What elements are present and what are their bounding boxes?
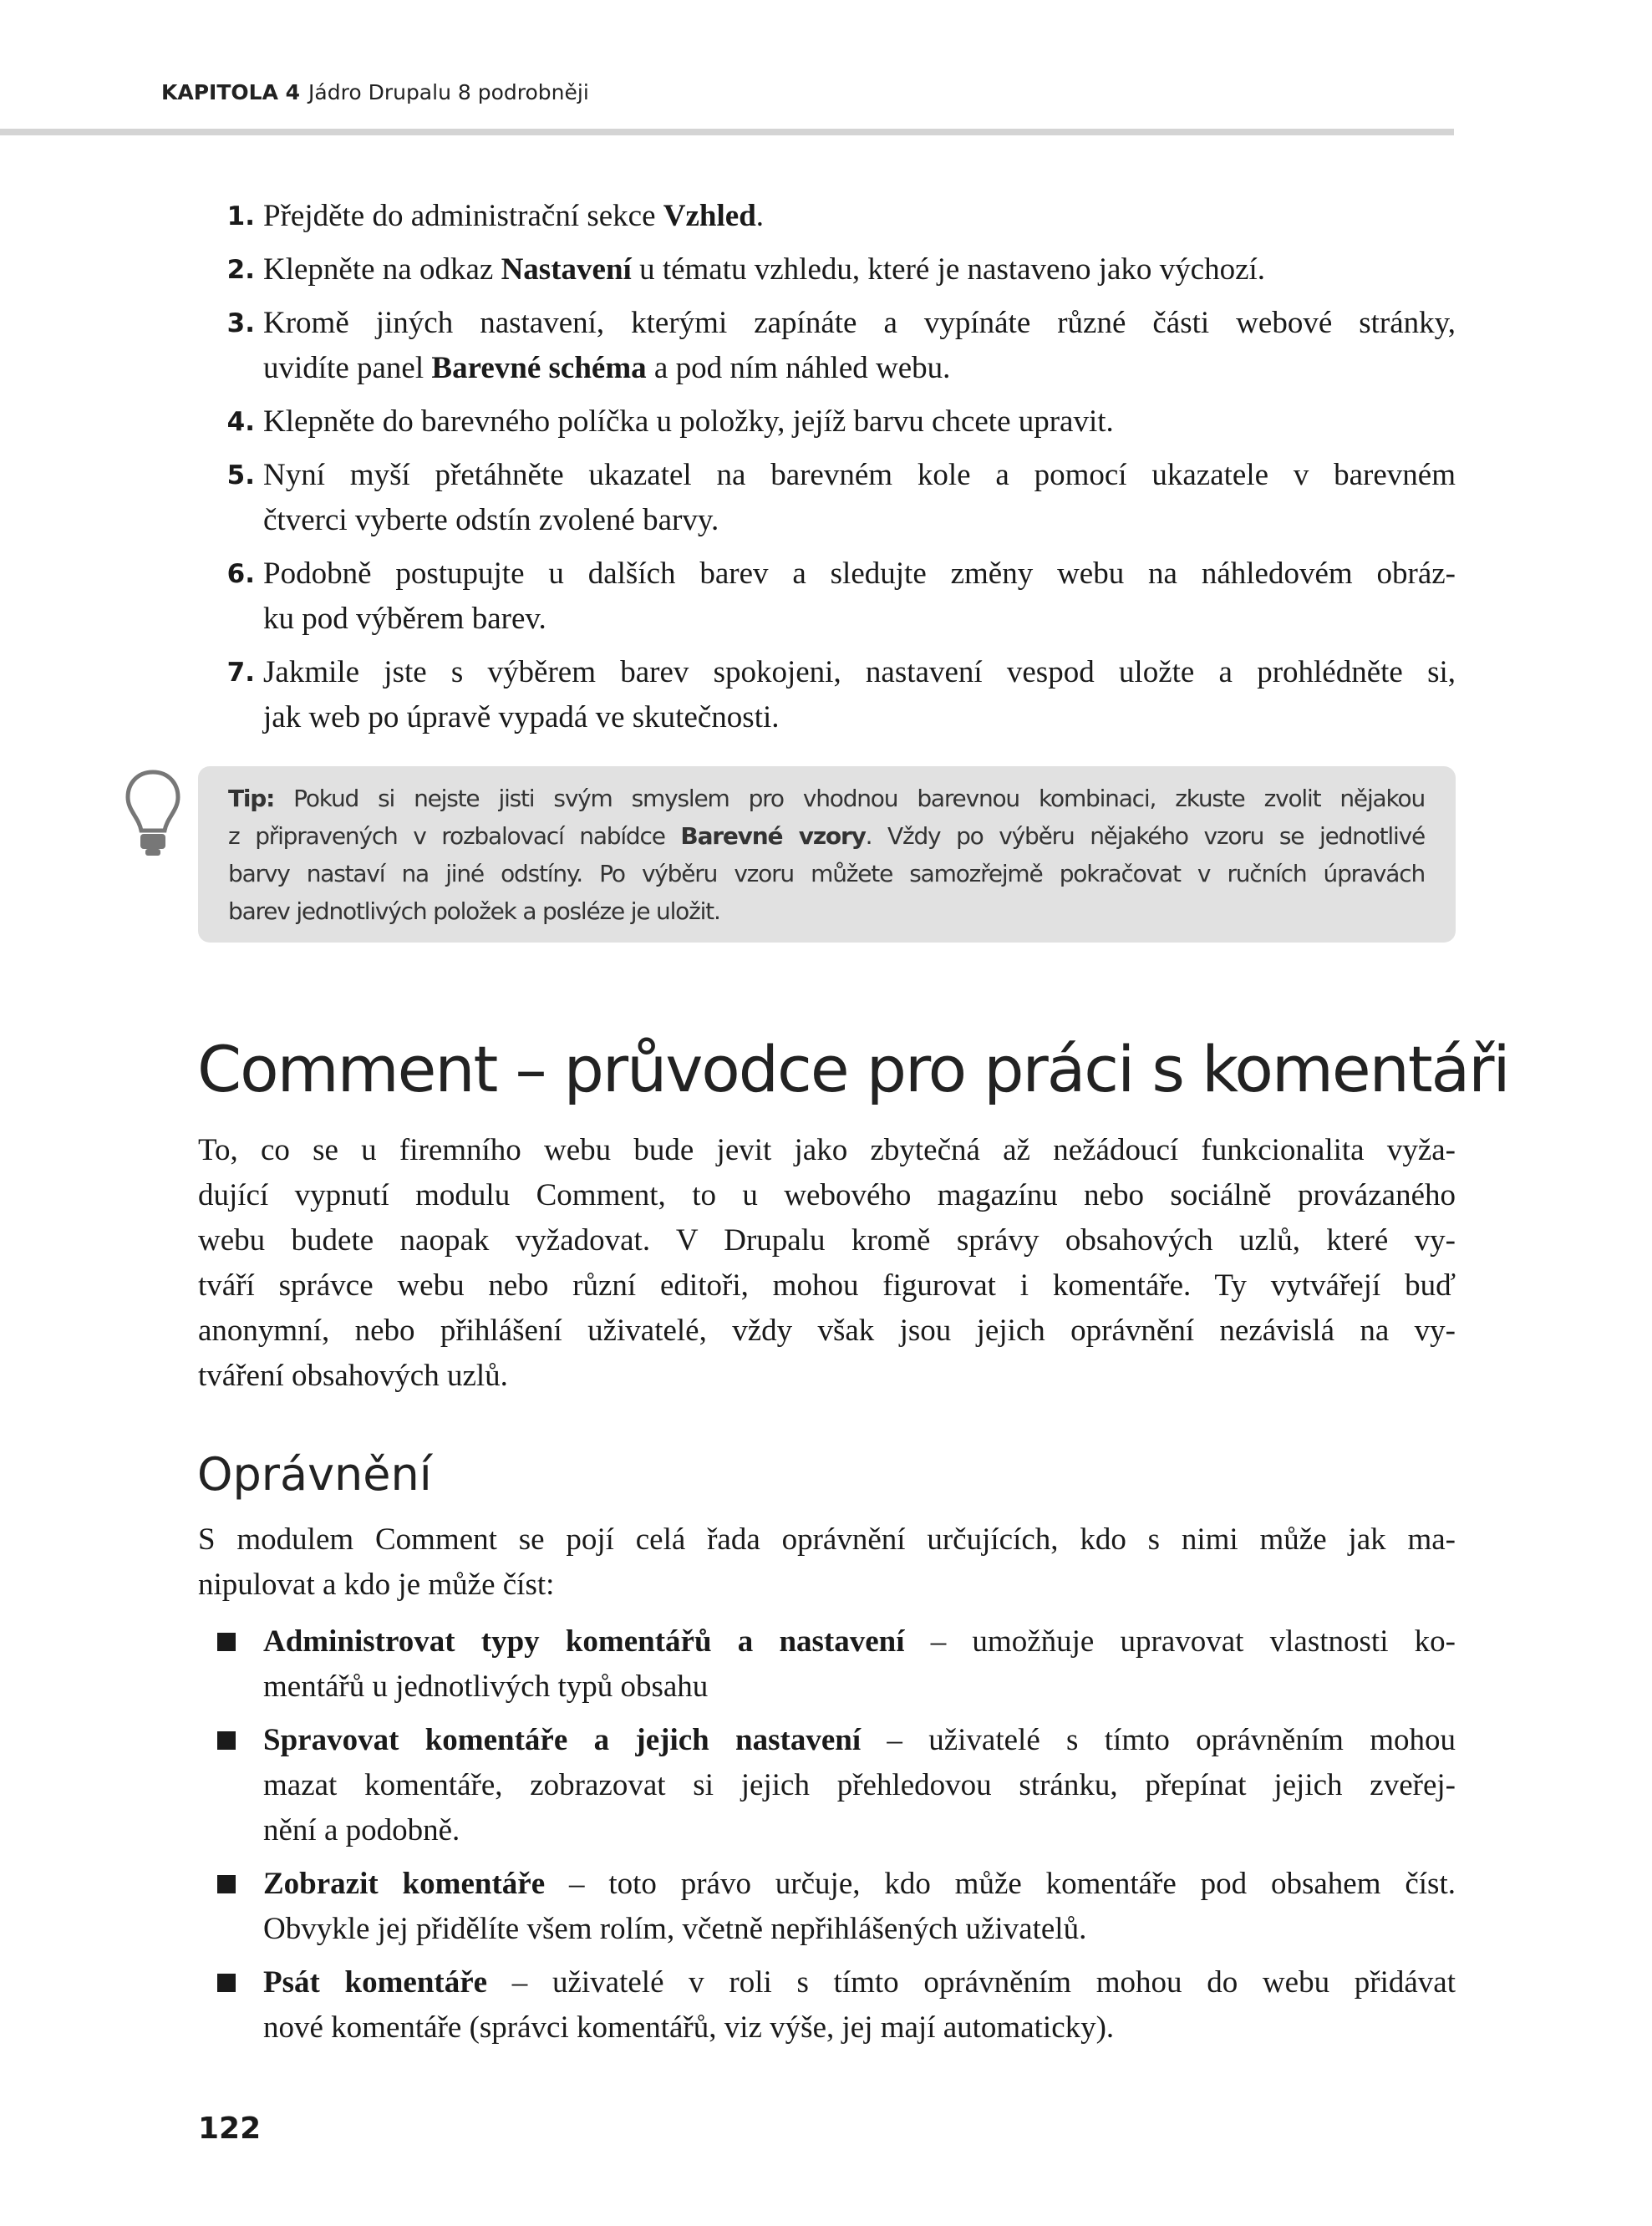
text-run: barvy nastaví na jiné odstíny. Po výběru vzoru můžete samozřejmě pokračovat v ručních úpravách — [228, 860, 1425, 887]
text-line: tváření obsahových uzlů. — [198, 1359, 508, 1393]
tip-box — [198, 766, 1456, 943]
list-item — [226, 194, 1456, 239]
step-number: 4. — [226, 407, 255, 437]
text-run: Kromě jiných nastavení, kterými zapínáte a vypínáte různé části webové stránky, — [263, 306, 1456, 340]
text-line: tváří správce webu nebo různí editoři, mohou figurovat i komentáře. Ty vytvářejí buď — [198, 1268, 1456, 1303]
bold-term: Administrovat typy komentářů a nastavení — [263, 1624, 905, 1659]
subsection-heading: Oprávnění — [197, 1448, 432, 1501]
text-run: . Vždy po výběru nějakého vzoru se jednotlivé — [865, 822, 1425, 850]
text-run: nění a podobně. — [263, 1813, 460, 1847]
text-line: S modulem Comment se pojí celá řada oprávnění určujících, kdo s nimi může jak ma- — [198, 1522, 1456, 1557]
text-line — [228, 780, 1425, 817]
text-line — [263, 399, 1456, 445]
text-run: Přejděte do administrační sekce — [263, 199, 663, 233]
permissions-list — [263, 1619, 1456, 2059]
text-run: . — [755, 199, 765, 233]
list-item — [226, 247, 1456, 292]
text-run: – toto právo určuje, kdo může komentáře pod obsahem číst. — [545, 1867, 1456, 1901]
square-bullet-icon — [217, 1731, 236, 1750]
list-item — [263, 1718, 1456, 1853]
text-run: barev jednotlivých položek a posléze je uložit. — [228, 897, 720, 925]
text-run: mazat komentáře, zobrazovat si jejich přehledovou stránku, přepínat jejich zveřej- — [263, 1768, 1456, 1802]
bold-term: Nastavení — [501, 252, 632, 287]
bold-term: Spravovat komentáře a jejich nastavení — [263, 1723, 862, 1757]
list-item — [226, 301, 1456, 391]
lightbulb-icon — [124, 769, 182, 861]
text-line — [263, 551, 1456, 597]
list-item — [226, 453, 1456, 543]
text-line: webu budete naopak vyžadovat. V Drupalu kromě správy obsahových uzlů, které vy- — [198, 1223, 1456, 1258]
running-header — [161, 80, 589, 104]
text-line — [263, 194, 1456, 239]
step-number: 1. — [226, 201, 255, 231]
step-number: 3. — [226, 308, 255, 338]
text-line — [263, 301, 1456, 346]
chapter-label: KAPITOLA 4 — [161, 80, 301, 104]
text-line — [263, 453, 1456, 498]
section-heading: Comment – průvodce pro práci s komentáři — [197, 1032, 1509, 1106]
text-line: nipulovat a kdo je může číst: — [198, 1568, 555, 1602]
bold-term: Tip: — [228, 785, 275, 812]
text-run: Klepněte do barevného políčka u položky, jejíž barvu chcete upravit. — [263, 404, 1114, 439]
text-run: ku pod výběrem barev. — [263, 602, 546, 636]
bold-term: Vzhled — [663, 199, 756, 233]
text-line — [263, 597, 1456, 642]
list-item — [263, 1862, 1456, 1952]
subsection-paragraph — [198, 1517, 1456, 1608]
list-item — [226, 650, 1456, 740]
square-bullet-icon — [217, 1875, 236, 1893]
text-line — [263, 1664, 1456, 1710]
text-line — [263, 2005, 1456, 2051]
header-rule — [0, 129, 1454, 135]
text-run: nové komentáře (správci komentářů, viz výše, jej mají automaticky). — [263, 2010, 1115, 2045]
text-line — [263, 1907, 1456, 1952]
text-run: – uživatelé s tímto oprávněním mohou — [861, 1723, 1456, 1757]
bold-term: Psát komentáře — [263, 1965, 488, 2000]
text-line: anonymní, nebo přihlášení uživatelé, vždy však jsou jejich oprávnění nezávislá na vy- — [198, 1314, 1456, 1348]
text-run: z připravených v rozbalovací nabídce — [228, 822, 681, 850]
text-line — [263, 346, 1456, 391]
section-paragraph — [198, 1128, 1456, 1399]
text-line — [263, 1960, 1456, 2005]
tip-text — [228, 780, 1425, 930]
text-line — [263, 1862, 1456, 1907]
text-run: – uživatelé v roli s tímto oprávněním mohou do webu přidávat — [487, 1965, 1456, 2000]
list-item — [226, 399, 1456, 445]
text-run: a pod ním náhled webu. — [646, 351, 951, 385]
list-item — [226, 551, 1456, 642]
text-line — [228, 892, 1425, 930]
text-line: To, co se u firemního webu bude jevit jako zbytečná až nežádoucí funkcionalita vyža- — [198, 1133, 1456, 1167]
text-line: dující vypnutí modulu Comment, to u webového magazínu nebo sociálně provázaného — [198, 1178, 1456, 1212]
text-line — [263, 650, 1456, 695]
text-run: Klepněte na odkaz — [263, 252, 501, 287]
text-run: – umožňuje upravovat vlastnosti ko- — [904, 1624, 1456, 1659]
text-line — [228, 817, 1425, 855]
text-run: jak web po úpravě vypadá ve skutečnosti. — [263, 700, 780, 734]
step-number: 5. — [226, 460, 255, 490]
text-line — [263, 1718, 1456, 1763]
bold-term: Barevné schéma — [431, 351, 647, 385]
bold-term: Barevné vzory — [680, 822, 866, 850]
text-run: uvidíte panel — [263, 351, 432, 385]
text-run: u tématu vzhledu, které je nastaveno jako výchozí. — [631, 252, 1266, 287]
step-number: 2. — [226, 255, 255, 285]
text-line — [263, 498, 1456, 543]
page-number: 122 — [198, 2112, 262, 2146]
bold-term: Zobrazit komentáře — [263, 1867, 546, 1901]
text-line — [263, 1619, 1456, 1664]
text-line — [263, 695, 1456, 740]
text-line — [263, 1808, 1456, 1853]
text-line — [263, 1763, 1456, 1808]
text-line — [228, 855, 1425, 892]
chapter-title: Jádro Drupalu 8 podrobněji — [308, 80, 589, 104]
list-item — [263, 1619, 1456, 1710]
step-number: 7. — [226, 658, 255, 688]
square-bullet-icon — [217, 1633, 236, 1651]
text-run: Jakmile jste s výběrem barev spokojeni, nastavení vespod uložte a prohlédněte si, — [263, 655, 1456, 689]
steps-list — [226, 194, 1456, 749]
text-run: mentářů u jednotlivých typů obsahu — [263, 1670, 709, 1704]
list-item — [263, 1960, 1456, 2051]
text-line — [263, 247, 1456, 292]
text-run: Podobně postupujte u dalších barev a sledujte změny webu na náhledovém obráz- — [263, 556, 1456, 591]
square-bullet-icon — [217, 1974, 236, 1992]
text-run: Pokud si nejste jisti svým smyslem pro vhodnou barevnou kombinaci, zkuste zvolit nějakou — [274, 785, 1425, 812]
text-run: Nyní myší přetáhněte ukazatel na barevném kole a pomocí ukazatele v barevném — [263, 458, 1456, 492]
text-run: čtverci vyberte odstín zvolené barvy. — [263, 503, 719, 537]
text-run: Obvykle jej přidělíte všem rolím, včetně nepřihlášených uživatelů. — [263, 1912, 1087, 1946]
step-number: 6. — [226, 559, 255, 589]
